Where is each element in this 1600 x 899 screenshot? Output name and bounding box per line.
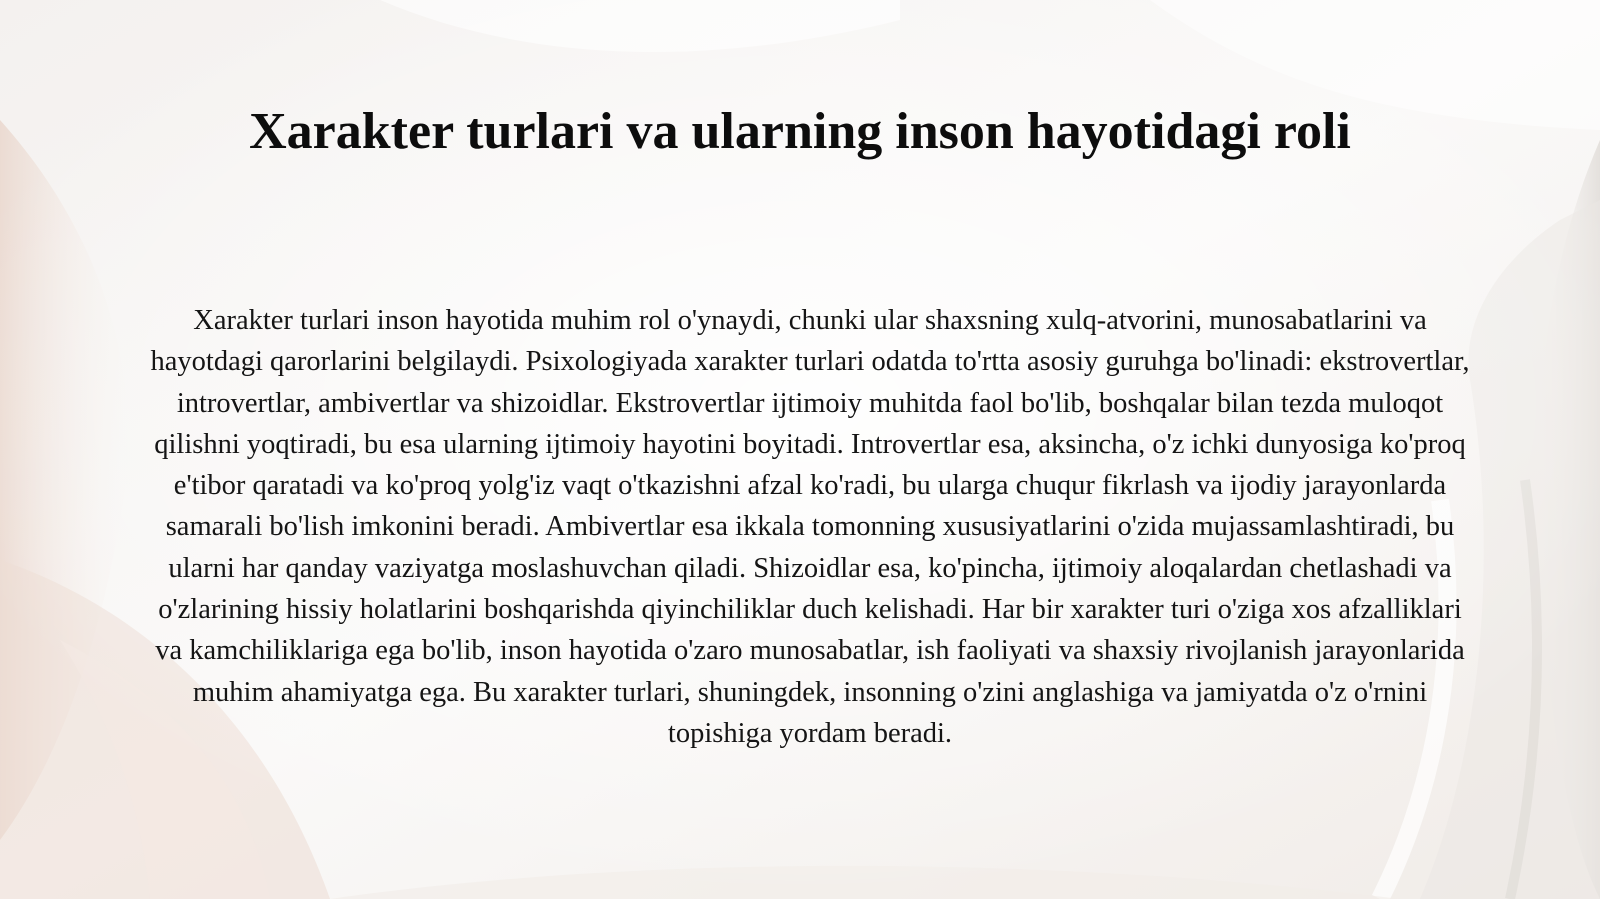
- slide-body-text: Xarakter turlari inson hayotida muhim rol o'ynaydi, chunki ular shaxsning xulq-atvorini, munosabatlarini va hayotdagi qarorlarini belgilaydi. Psixologiyada xarakter turlari odatda to'rtta asosiy guruhga bo'linadi: ekstrovertlar, introvertlar, ambivertlar va shizoidlar. Ekstrovertlar ijtimoiy muhitda faol bo'lib, boshqalar bilan tezda muloqot qilishni yoqtiradi, bu esa ularning ijtimoiy hayotini boyitadi. Introvertlar esa, aksincha, o'z ichki dunyosiga ko'proq e'tibor qaratadi va ko'proq yolg'iz vaqt o'tkazishni afzal ko'radi, bu ularga chuqur fikrlash va ijodiy jarayonlarda samarali bo'lish imkonini beradi. Ambivertlar esa ikkala tomonning xususiyatlarini o'zida mujassamlashtiradi, bu ularni har qanday vaziyatga moslashuvchan qiladi. Shizoidlar esa, ko'pincha, ijtimoiy aloqalardan chetlashadi va o'zlarining hissiy holatlarini boshqarishda qiyinchiliklar duch kelishadi. Har bir xarakter turi o'ziga xos afzalliklari va kamchiliklariga ega bo'lib, inson hayotida o'zaro munosabatlar, ish faoliyati va shaxsiy rivojlanish jarayonlarida muhim ahamiyatga ega. Bu xarakter turlari, shuningdek, insonning o'zini anglashiga va jamiyatda o'z o'rnini topishiga yordam beradi.: [150, 305, 1470, 749]
- slide-title: Xarakter turlari va ularning inson hayotidagi roli: [249, 103, 1351, 160]
